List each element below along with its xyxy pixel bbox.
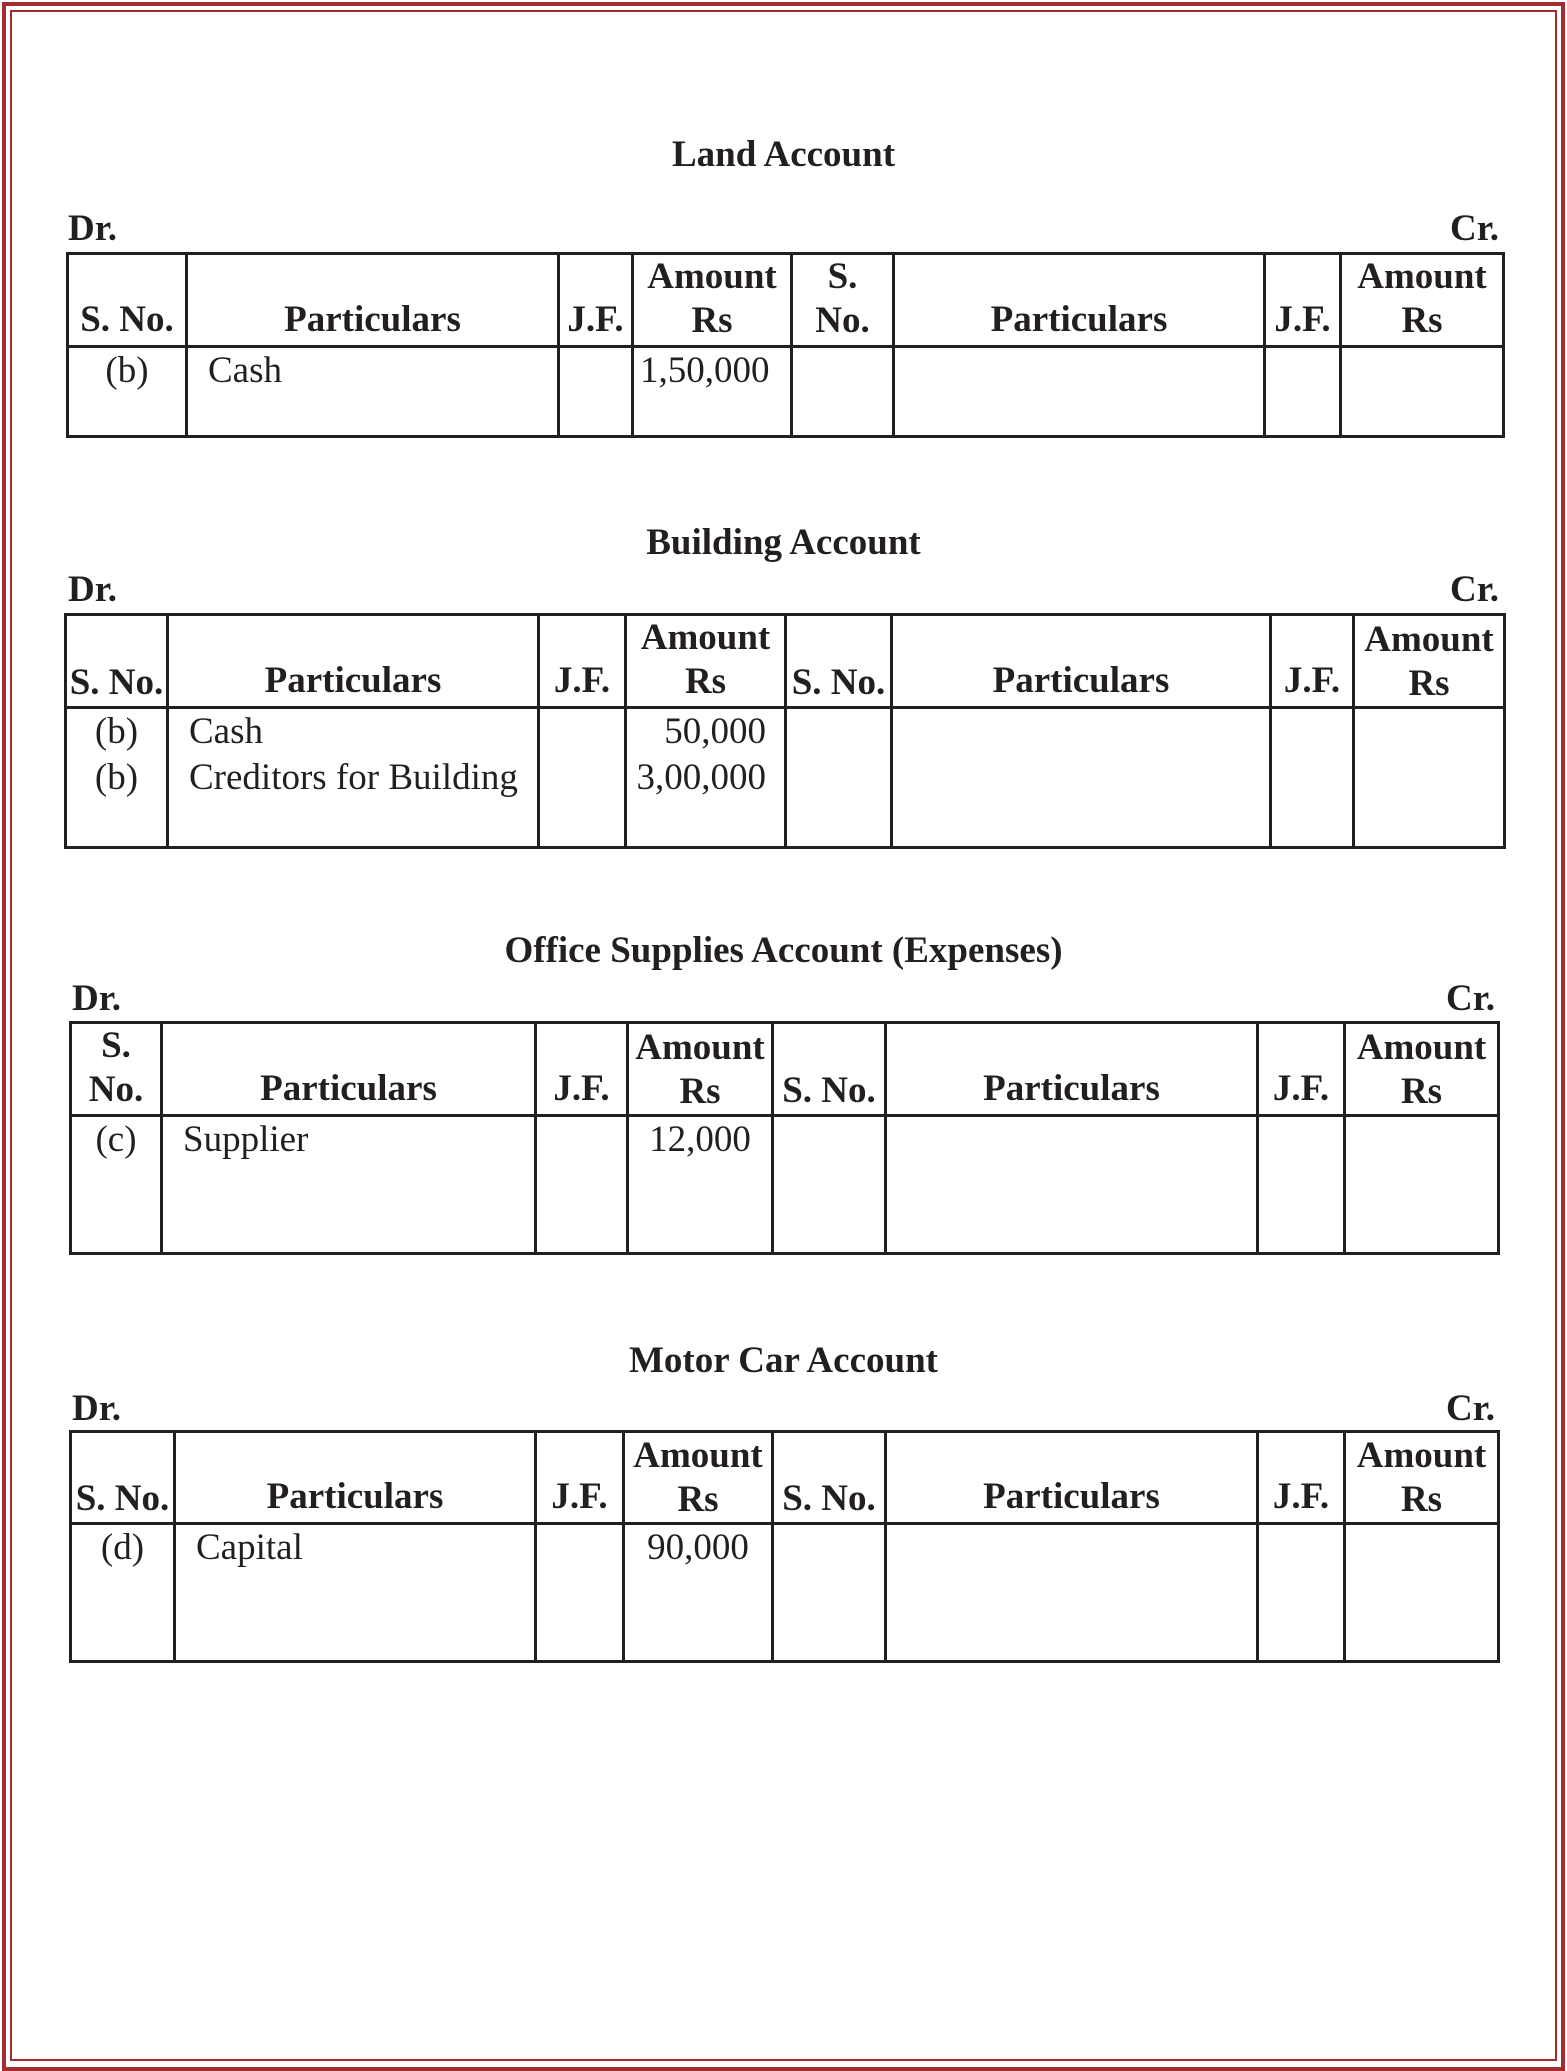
building-cr-label: Cr.: [1450, 569, 1499, 610]
cr-sno-cell: [773, 1524, 886, 1662]
cr-jf-header: J.F.: [1271, 615, 1354, 708]
dr-amount-header: Amount Rs: [626, 615, 786, 708]
entry-particulars: Cash: [168, 708, 539, 756]
cr-amount-cell: [1341, 347, 1504, 437]
dr-amount-header: Amount Rs: [628, 1023, 773, 1116]
entry-jf: [559, 347, 633, 437]
entry-amount: 50,000: [626, 708, 786, 756]
dr-particulars-header: Particulars: [168, 615, 539, 708]
cr-particulars-header: Particulars: [886, 1432, 1258, 1524]
cr-jf-cell: [1265, 347, 1341, 437]
cr-particulars-cell: [886, 1524, 1258, 1662]
cr-sno-cell: [786, 755, 892, 847]
cr-amount-cell: [1345, 1524, 1499, 1662]
entry-particulars: Cash: [187, 347, 559, 437]
dr-sno-header: S. No.: [66, 615, 168, 708]
table-row: [71, 1116, 1499, 1254]
cr-sno-header: S. No.: [773, 1023, 886, 1116]
cr-particulars-header: Particulars: [886, 1023, 1258, 1116]
dr-amount-header: Amount Rs: [624, 1432, 773, 1524]
cr-sno-header: S. No.: [773, 1432, 886, 1524]
cr-particulars-header: Particulars: [892, 615, 1271, 708]
dr-particulars-header: Particulars: [162, 1023, 536, 1116]
cr-amount-header: Amount Rs: [1354, 615, 1505, 708]
entry-jf: [539, 755, 626, 847]
entry-sno: (b): [66, 708, 168, 756]
land-account-title: Land Account: [671, 134, 896, 175]
dr-jf-header: J.F.: [536, 1432, 624, 1524]
building-dr-label: Dr.: [68, 569, 117, 610]
office-cr-label: Cr.: [1446, 978, 1495, 1019]
cr-jf-cell: [1271, 708, 1354, 756]
cr-jf-header: J.F.: [1258, 1432, 1345, 1524]
cr-jf-cell: [1271, 755, 1354, 847]
entry-sno: (d): [71, 1524, 175, 1662]
entry-particulars: Capital: [175, 1524, 536, 1662]
cr-sno-cell: [773, 1116, 886, 1254]
office-supplies-account-table: [69, 1021, 1500, 1255]
cr-amount-header: Amount Rs: [1345, 1432, 1499, 1524]
entry-sno: (b): [66, 755, 168, 847]
dr-jf-header: J.F.: [559, 254, 633, 347]
table-row: [66, 708, 1505, 756]
dr-jf-header: J.F.: [539, 615, 626, 708]
table-row: [71, 1524, 1499, 1662]
entry-amount: 1,50,000: [633, 347, 792, 437]
office-dr-label: Dr.: [72, 978, 121, 1019]
dr-particulars-header: Particulars: [187, 254, 559, 347]
cr-jf-cell: [1258, 1524, 1345, 1662]
cr-amount-header: Amount Rs: [1345, 1023, 1499, 1116]
building-account-table: [64, 613, 1506, 849]
office-supplies-account-title: Office Supplies Account (Expenses): [504, 930, 1063, 971]
motor-dr-label: Dr.: [72, 1388, 121, 1429]
cr-jf-cell: [1258, 1116, 1345, 1254]
entry-particulars: Supplier: [162, 1116, 536, 1254]
dr-sno-header: S. No.: [68, 254, 187, 347]
dr-amount-header: Amount Rs: [633, 254, 792, 347]
entry-jf: [539, 708, 626, 756]
table-row: [66, 755, 1505, 847]
cr-jf-header: J.F.: [1258, 1023, 1345, 1116]
cr-particulars-header: Particulars: [894, 254, 1265, 347]
dr-sno-header: S. No.: [71, 1432, 175, 1524]
cr-sno-cell: [786, 708, 892, 756]
cr-amount-cell: [1354, 708, 1505, 756]
cr-particulars-cell: [886, 1116, 1258, 1254]
cr-amount-cell: [1345, 1116, 1499, 1254]
cr-particulars-cell: [892, 708, 1271, 756]
entry-amount: 90,000: [624, 1524, 773, 1662]
entry-sno: (c): [71, 1116, 162, 1254]
table-row: [68, 347, 1504, 437]
motor-car-account-title: Motor Car Account: [629, 1340, 938, 1381]
dr-sno-header: S. No.: [71, 1023, 162, 1116]
cr-sno-header: S. No.: [786, 615, 892, 708]
cr-particulars-cell: [892, 755, 1271, 847]
cr-jf-header: J.F.: [1265, 254, 1341, 347]
entry-jf: [536, 1524, 624, 1662]
motor-car-account-table: [69, 1430, 1500, 1663]
cr-sno-header: S. No.: [792, 254, 894, 347]
entry-amount: 3,00,000: [626, 755, 786, 847]
entry-particulars: Creditors for Building: [168, 755, 539, 847]
land-cr-label: Cr.: [1450, 208, 1499, 249]
land-account-table: [66, 252, 1505, 438]
motor-cr-label: Cr.: [1446, 1388, 1495, 1429]
cr-amount-cell: [1354, 755, 1505, 847]
cr-particulars-cell: [894, 347, 1265, 437]
dr-particulars-header: Particulars: [175, 1432, 536, 1524]
land-dr-label: Dr.: [68, 208, 117, 249]
cr-sno-cell: [792, 347, 894, 437]
entry-sno: (b): [68, 347, 187, 437]
building-account-title: Building Account: [646, 522, 921, 563]
dr-jf-header: J.F.: [536, 1023, 628, 1116]
entry-jf: [536, 1116, 628, 1254]
entry-amount: 12,000: [628, 1116, 773, 1254]
cr-amount-header: Amount Rs: [1341, 254, 1504, 347]
